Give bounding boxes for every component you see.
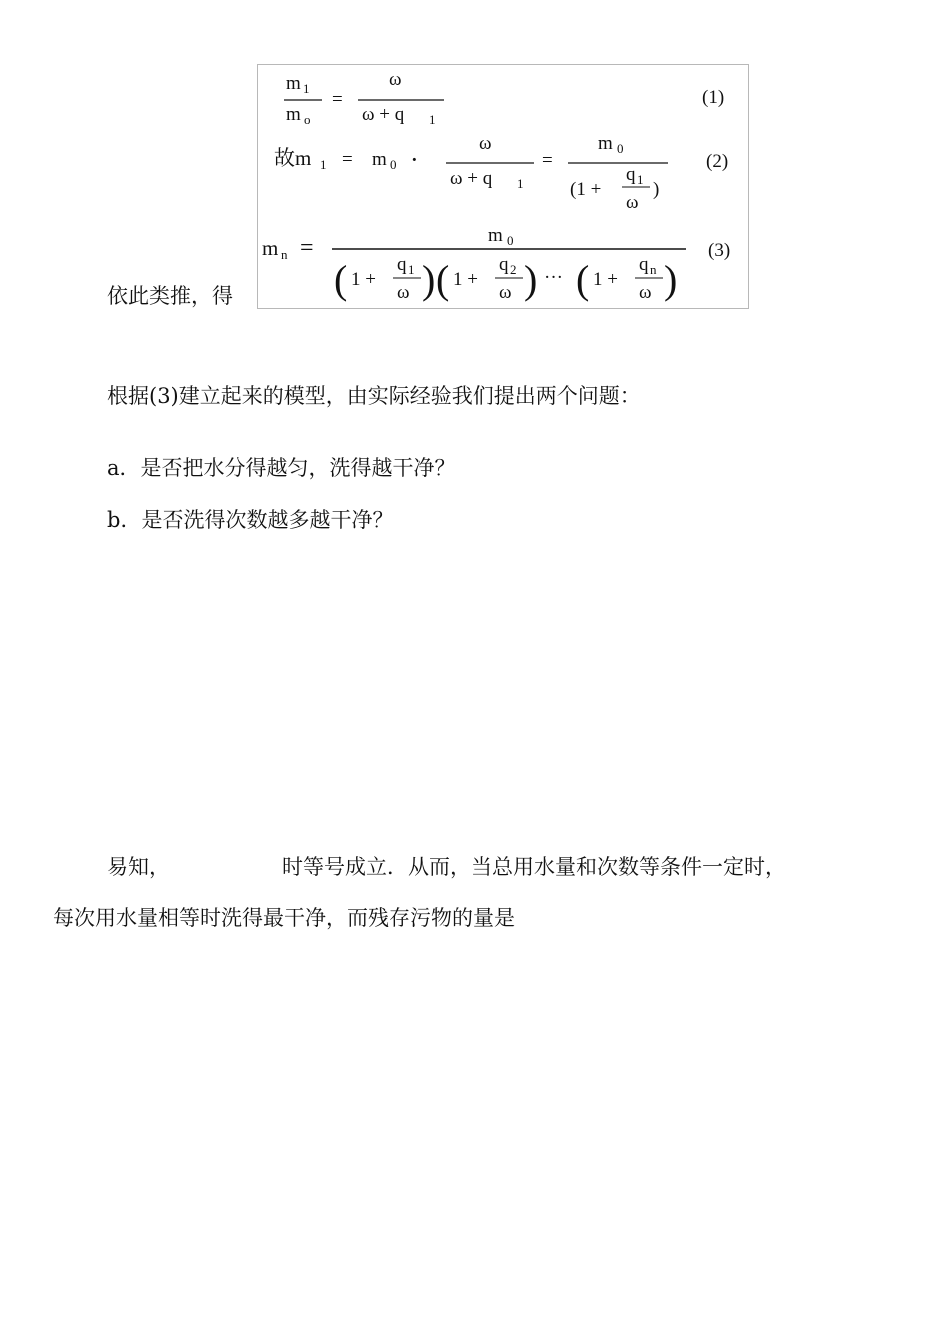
eq2-m0-sub: 0: [390, 157, 397, 172]
eq3-dots: ···: [544, 267, 563, 288]
eq3-sub-1: 1: [408, 262, 415, 277]
eq3-one-n: 1 +: [593, 269, 618, 290]
eq3-lparen-n: (: [576, 257, 590, 302]
eq3-lhs-sub: n: [281, 247, 288, 262]
eq3-w-2: ω: [499, 282, 512, 303]
eq3-q-2: q: [499, 254, 509, 275]
eq3-rparen-n: ): [664, 257, 678, 302]
conclusion-line2: 每次用水量相等时洗得最干净，而残存污物的量是: [53, 906, 515, 930]
eq2-equals2: =: [542, 150, 553, 171]
intro-text: 依此类推，得: [107, 284, 233, 308]
eq1-rhs-num: ω: [389, 69, 402, 90]
eq3-rparen-2: ): [524, 257, 538, 302]
eq2-m0: m: [372, 149, 387, 170]
conclusion-part1: 易知，: [107, 855, 170, 879]
eq1-equals: =: [332, 89, 343, 110]
conclusion-part2: 时等号成立．从而，当总用水量和次数等条件一定时，: [282, 855, 786, 879]
eq3-w-n: ω: [639, 282, 652, 303]
eq1-lhs-num-sub: 1: [303, 81, 310, 96]
eq2-rhs-den-close: ): [653, 179, 660, 200]
eq2-tag: (2): [706, 151, 729, 172]
eq1-tag: (1): [702, 87, 725, 108]
question-b: b．是否洗得次数越多越干净？: [107, 508, 394, 532]
eq2-rhs-den-q-sub: 1: [637, 172, 644, 187]
eq2-rhs-den-q: q: [626, 164, 636, 185]
eq3-num-sub: 0: [507, 233, 514, 248]
equation-3: [262, 225, 730, 303]
eq3-num: m: [488, 225, 503, 246]
eq2-frac-den-sub: 1: [517, 176, 524, 191]
eq3-rparen-1: ): [422, 257, 436, 302]
eq2-frac-den: ω + q: [450, 168, 493, 189]
eq3-sub-2: 2: [510, 262, 517, 277]
question-a: a．是否把水分得越匀，洗得越干净？: [107, 456, 456, 480]
eq3-one-2: 1 +: [453, 269, 478, 290]
eq2-dot: ·: [410, 145, 419, 174]
eq3-q-n: q: [639, 254, 649, 275]
eq3-one-1: 1 +: [351, 269, 376, 290]
eq3-w-1: ω: [397, 282, 410, 303]
eq3-equals: =: [300, 235, 314, 261]
eq2-rhs-den-w: ω: [626, 192, 639, 213]
eq1-rhs-den-sub: 1: [429, 112, 436, 127]
eq2-rhs-num-sub: 0: [617, 141, 624, 156]
eq1-lhs-num: m: [286, 73, 301, 94]
eq2-prefix: 故m: [274, 146, 312, 170]
paragraph-model: 根据(3)建立起来的模型，由实际经验我们提出两个问题：: [107, 384, 641, 408]
eq3-q-1: q: [397, 254, 407, 275]
eq2-frac-num: ω: [479, 133, 492, 154]
eq2-rhs-den-open: (1 +: [570, 179, 602, 200]
eq2-prefix-sub: 1: [320, 157, 327, 172]
eq1-rhs-den: ω + q: [362, 104, 405, 125]
eq3-tag: (3): [708, 240, 731, 261]
eq3-lparen-1: (: [334, 257, 348, 302]
formula-block: [257, 64, 749, 309]
eq3-lparen-2: (: [436, 257, 450, 302]
eq2-rhs-num: m: [598, 133, 613, 154]
eq3-lhs: m: [262, 236, 279, 260]
eq2-equals1: =: [342, 149, 353, 170]
eq3-sub-n: n: [650, 262, 657, 277]
equation-1: [284, 69, 724, 127]
equation-2: [274, 133, 728, 213]
eq1-lhs-den-sub: o: [304, 112, 311, 127]
eq1-lhs-den: m: [286, 104, 301, 125]
formula-svg: [258, 65, 748, 308]
